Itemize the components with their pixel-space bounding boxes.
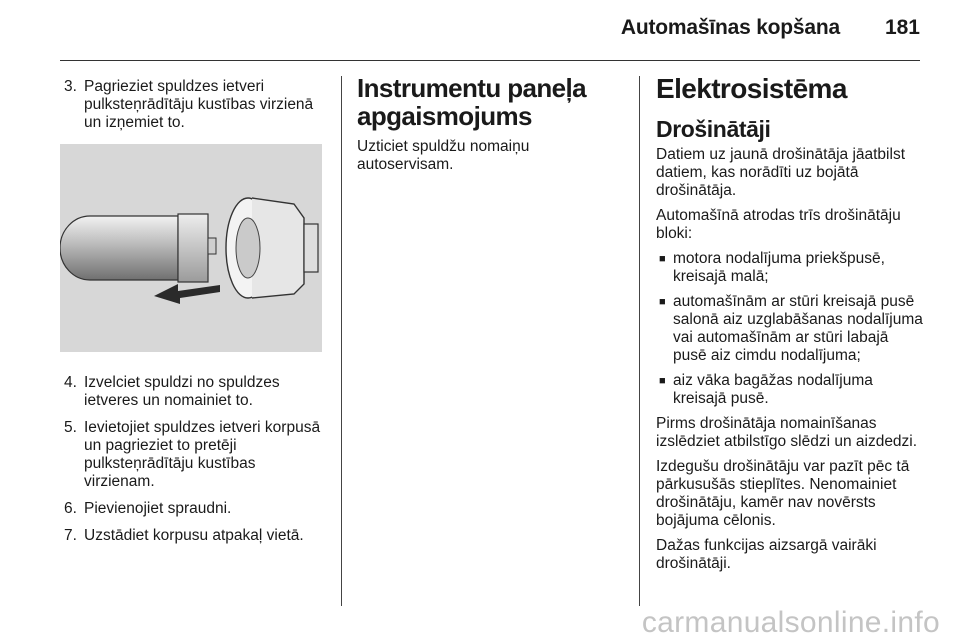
step-number: 4. bbox=[64, 374, 77, 391]
chapter-title: Elektrosistēma bbox=[656, 73, 847, 104]
step-item bbox=[64, 527, 326, 545]
paragraph: Dažas funkcijas aizsargā vairāki drošinātāji. bbox=[656, 537, 877, 572]
step-text: Pagrieziet spuldzes ietveri pulksteņrādītāju kustības virzienā un izņemiet to. bbox=[84, 78, 314, 131]
step-text: Pievienojiet spraudni. bbox=[84, 500, 232, 517]
step-text: Izvelciet spuldzi no spuldzes ietveres un nomainiet to. bbox=[84, 374, 280, 409]
list-item-text: automašīnām ar stūri kreisajā pusē salonā aiz uzglabāšanas nodalījuma vai automašīnām ar stūri labajā pusē aiz cimdu nodalījuma; bbox=[673, 293, 923, 364]
list-item bbox=[656, 293, 926, 365]
section-title: Instrumentu paneļa apgaismojums bbox=[357, 73, 587, 131]
step-item bbox=[64, 78, 326, 132]
bullet-square-icon: ■ bbox=[659, 375, 666, 387]
list-item-text: aiz vāka bagāžas nodalījuma kreisajā pusē. bbox=[673, 372, 873, 407]
bullet-square-icon: ■ bbox=[659, 296, 666, 308]
right-column bbox=[656, 73, 926, 580]
watermark: carmanualsonline.info bbox=[641, 606, 940, 639]
step-item bbox=[64, 419, 326, 491]
header-divider bbox=[60, 60, 920, 61]
step-number: 6. bbox=[64, 500, 77, 517]
bullet-square-icon: ■ bbox=[659, 253, 666, 265]
step-number: 7. bbox=[64, 527, 77, 544]
paragraph: Izdegušu drošinātāju var pazīt pēc tā pārkusušās stieplītes. Nenomainiet drošinātāju, kamēr nav novērsts bojājuma cēlonis. bbox=[656, 458, 910, 529]
column-divider-right bbox=[639, 76, 640, 606]
paragraph: Pirms drošinātāja nomainīšanas izslēdziet atbilstīgo slēdzi un aizdedzi. bbox=[656, 415, 918, 450]
arrow-left-icon bbox=[154, 284, 220, 304]
step-number: 3. bbox=[64, 78, 77, 95]
list-item bbox=[656, 372, 926, 408]
header-title: Automašīnas kopšana bbox=[620, 16, 840, 39]
step-text: Ievietojiet spuldzes ietveri korpusā un pagrieziet to pretēji pulksteņrādītāju kustības virzienam. bbox=[84, 419, 321, 490]
list-item-text: motora nodalījuma priekšpusē, kreisajā malā; bbox=[673, 250, 885, 285]
left-column bbox=[64, 78, 326, 554]
paragraph: Datiem uz jaunā drošinātāja jāatbilst datiem, kas norādīti uz bojātā drošinātāja. bbox=[656, 146, 905, 199]
step-item bbox=[64, 500, 326, 518]
column-divider-left bbox=[341, 76, 342, 606]
bulb-illustration bbox=[60, 144, 322, 352]
page-header bbox=[60, 0, 920, 60]
step-text: Uzstādiet korpusu atpakaļ vietā. bbox=[84, 527, 304, 544]
paragraph: Automašīnā atrodas trīs drošinātāju bloki: bbox=[656, 207, 901, 242]
list-item bbox=[656, 250, 926, 286]
section-text: Uzticiet spuldžu nomaiņu autoservisam. bbox=[357, 138, 530, 173]
page-number: 181 bbox=[884, 16, 920, 39]
middle-column bbox=[357, 73, 627, 181]
socket-icon bbox=[226, 198, 318, 298]
step-item bbox=[64, 374, 326, 410]
bulb-icon bbox=[60, 214, 216, 282]
bulb-socket-figure bbox=[60, 144, 322, 352]
section-title: Drošinātāji bbox=[656, 116, 771, 142]
step-number: 5. bbox=[64, 419, 77, 436]
